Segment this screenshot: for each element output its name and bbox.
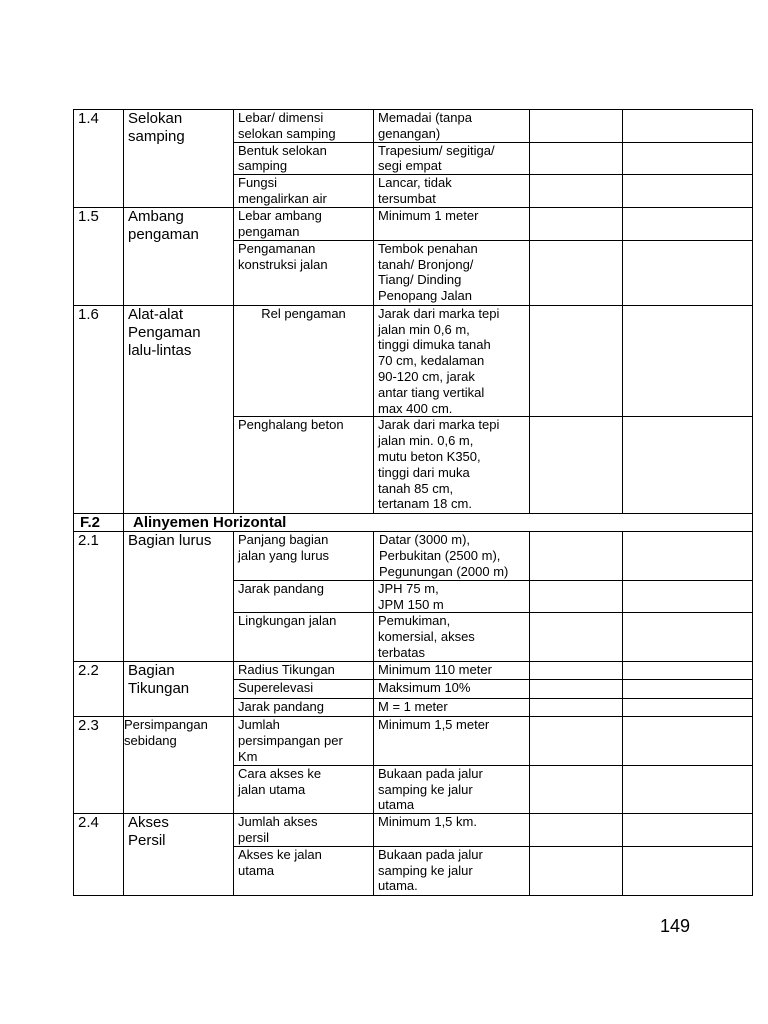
empty-cell — [530, 814, 623, 847]
item-name: Selokan samping — [124, 110, 234, 208]
empty-cell — [530, 765, 623, 813]
empty-cell — [623, 142, 753, 175]
empty-cell — [530, 662, 623, 680]
standard-cell: Minimum 110 meter — [374, 662, 530, 680]
standard-cell: Minimum 1,5 km. — [374, 814, 530, 847]
table-row — [74, 662, 753, 680]
parameter-cell: Akses ke jalan utama — [234, 846, 374, 895]
empty-cell — [530, 613, 623, 662]
standard-cell: Bukaan pada jalur samping ke jalur utama — [374, 765, 530, 813]
standard-cell: Lancar, tidak tersumbat — [374, 175, 530, 208]
section-header-row — [74, 514, 753, 532]
empty-cell — [530, 175, 623, 208]
row-number: 2.1 — [74, 532, 124, 662]
parameter-cell: Jumlah persimpangan per Km — [234, 717, 374, 765]
empty-cell — [530, 240, 623, 305]
parameter-cell: Radius Tikungan — [234, 662, 374, 680]
parameter-cell: Lebar ambang pengaman — [234, 208, 374, 241]
row-number: 1.5 — [74, 208, 124, 306]
empty-cell — [623, 580, 753, 613]
empty-cell — [623, 814, 753, 847]
empty-cell — [530, 110, 623, 143]
empty-cell — [623, 662, 753, 680]
table-row — [74, 110, 753, 143]
standard-cell: Minimum 1,5 meter — [374, 717, 530, 765]
table-row — [74, 814, 753, 847]
row-number: 2.2 — [74, 662, 124, 717]
standard-cell: Jarak dari marka tepi jalan min. 0,6 m, mutu beton K350, tinggi dari muka tanah 85 cm, tertanam 18 cm. — [374, 417, 530, 514]
item-name: Ambang pengaman — [124, 208, 234, 306]
parameter-cell: Bentuk selokan samping — [234, 142, 374, 175]
item-name: Akses Persil — [124, 814, 234, 896]
page-number: 149 — [660, 916, 691, 936]
empty-cell — [623, 846, 753, 895]
section-code: F.2 — [74, 514, 124, 532]
parameter-cell: Penghalang beton — [234, 417, 374, 514]
standard-cell: JPH 75 m, JPM 150 m — [374, 580, 530, 613]
parameter-cell: Jarak pandang — [234, 699, 374, 717]
item-name: Bagian lurus — [124, 532, 234, 662]
parameter-cell: Pengamanan konstruksi jalan — [234, 240, 374, 305]
empty-cell — [623, 305, 753, 417]
section-title: Alinyemen Horizontal — [124, 514, 753, 532]
standard-cell: Maksimum 10% — [374, 680, 530, 699]
parameter-cell: Fungsi mengalirkan air — [234, 175, 374, 208]
standard-cell: Datar (3000 m), Perbukitan (2500 m), Pegunungan (2000 m) — [374, 532, 530, 580]
standard-cell: Bukaan pada jalur samping ke jalur utama. — [374, 846, 530, 895]
item-name: Alat-alat Pengaman lalu-lintas — [124, 305, 234, 514]
item-name: Bagian Tikungan — [124, 662, 234, 717]
table-row — [74, 717, 753, 765]
parameter-cell: Jarak pandang — [234, 580, 374, 613]
item-name: Persimpangan sebidang — [124, 717, 234, 814]
standard-cell: Memadai (tanpa genangan) — [374, 110, 530, 143]
empty-cell — [623, 417, 753, 514]
empty-cell — [623, 765, 753, 813]
empty-cell — [530, 699, 623, 717]
standard-cell: Tembok penahan tanah/ Bronjong/ Tiang/ Dinding Penopang Jalan — [374, 240, 530, 305]
table-row — [74, 532, 753, 580]
empty-cell — [623, 680, 753, 699]
empty-cell — [530, 846, 623, 895]
parameter-cell: Lebar/ dimensi selokan samping — [234, 110, 374, 143]
parameter-cell: Rel pengaman — [234, 305, 374, 417]
parameter-cell: Lingkungan jalan — [234, 613, 374, 662]
empty-cell — [623, 532, 753, 580]
empty-cell — [623, 613, 753, 662]
standard-cell: Jarak dari marka tepi jalan min 0,6 m, tinggi dimuka tanah 70 cm, kedalaman 90-120 cm, jarak antar tiang vertikal max 400 cm. — [374, 305, 530, 417]
parameter-cell: Superelevasi — [234, 680, 374, 699]
empty-cell — [623, 717, 753, 765]
row-number: 1.4 — [74, 110, 124, 208]
row-number: 2.4 — [74, 814, 124, 896]
standards-table — [73, 109, 753, 896]
standard-cell: Minimum 1 meter — [374, 208, 530, 241]
table-row — [74, 305, 753, 417]
empty-cell — [530, 208, 623, 241]
empty-cell — [530, 580, 623, 613]
empty-cell — [623, 175, 753, 208]
standard-cell: M = 1 meter — [374, 699, 530, 717]
empty-cell — [623, 208, 753, 241]
empty-cell — [530, 680, 623, 699]
empty-cell — [530, 417, 623, 514]
standard-cell: Trapesium/ segitiga/ segi empat — [374, 142, 530, 175]
parameter-cell: Jumlah akses persil — [234, 814, 374, 847]
empty-cell — [623, 240, 753, 305]
empty-cell — [623, 110, 753, 143]
empty-cell — [530, 717, 623, 765]
table-row — [74, 208, 753, 241]
parameter-cell: Panjang bagian jalan yang lurus — [234, 532, 374, 580]
row-number: 1.6 — [74, 305, 124, 514]
row-number: 2.3 — [74, 717, 124, 814]
parameter-cell: Cara akses ke jalan utama — [234, 765, 374, 813]
standard-cell: Pemukiman, komersial, akses terbatas — [374, 613, 530, 662]
empty-cell — [623, 699, 753, 717]
empty-cell — [530, 305, 623, 417]
empty-cell — [530, 532, 623, 580]
empty-cell — [530, 142, 623, 175]
